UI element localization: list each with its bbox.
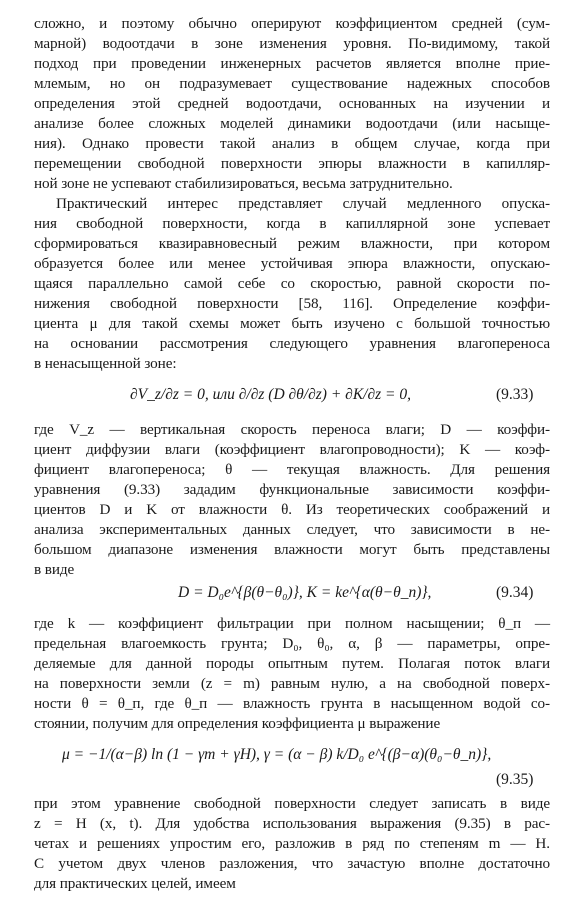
text-line: циент диффузии влаги (коэффициент влагопроводности); K — коэф- [34, 441, 550, 458]
text-line: щаяся параллельно самой себе со скоростью, равной скорости по- [34, 275, 550, 292]
text-line: предельная влагоемкость грунта; D₀, θ₀, α, β — параметры, опре- [34, 635, 550, 652]
text-line: стоянии, получим для определения коэффициента μ выражение [34, 715, 441, 732]
text-line: фициент влагопереноса; θ — текущая влажность. Для решения [34, 461, 550, 478]
text-line: определения этой средней водоотдачи, основанных на изучении и [34, 95, 550, 112]
equation-9-33: ∂V_z/∂z = 0, или ∂/∂z (D ∂θ/∂z) + ∂K/∂z = 0, [130, 386, 411, 403]
text-line: анализе более сложных моделей динамики водоотдачи (или насыще- [34, 115, 550, 132]
text-line: С учетом двух членов разложения, что зачастую вполне достаточно [34, 855, 550, 872]
text-line: сложно, и поэтому обычно оперируют коэффициентом средней (сум- [34, 15, 550, 32]
text-line: деляемые для данной породы опытным путем. Полагая поток влаги [34, 655, 550, 672]
text-line: четах и решениях упростим его, разложив в ряд по степеням m — H. [34, 835, 550, 852]
text-line: на поверхности земли (z = m) равным нулю, а на свободной поверх- [34, 675, 550, 692]
equation-number: (9.33) [496, 386, 534, 403]
text-line: z = H (x, t). Для удобства использования выражения (9.35) в рас- [34, 815, 550, 832]
equation-9-34: D = D₀e^{β(θ−θ₀)}, K = ke^{α(θ−θ_п)}, [178, 584, 432, 601]
text-line: где V_z — вертикальная скорость переноса влаги; D — коэффи- [34, 421, 550, 438]
text-line: млемым, но он подразумевает существование надежных способов [34, 75, 550, 92]
text-line: в виде [34, 561, 75, 578]
equation-9-35: μ = −1/(α−β) ln (1 − γm + γH), γ = (α − β) k/D₀ e^{(β−α)(θ₀−θ_п)}, [62, 746, 492, 763]
text-line: уравнения (9.33) зададим функциональные зависимости коэффи- [34, 481, 550, 498]
text-line: марной) водоотдачи в зоне изменения уровня. По-видимому, такой [34, 35, 550, 52]
equation-number: (9.35) [496, 771, 534, 788]
text-line: циентов D и K от влажности θ. Из теоретических соображений и [34, 501, 550, 518]
text-line: сформироваться квазиравновесный режим влажности, при котором [34, 235, 550, 252]
text-line: где k — коэффициент фильтрации при полном насыщении; θ_п — [34, 615, 550, 632]
text-line: большом диапазоне изменения влажности могут быть представлены [34, 541, 550, 558]
text-line: нижения свободной поверхности [58, 116]. Определение коэффи- [34, 295, 550, 312]
text-line: перемещении свободной поверхности эпюры влажности в капилляр- [34, 155, 550, 172]
text-line: для практических целей, имеем [34, 875, 236, 892]
text-line: ной зоне не успевают стабилизироваться, весьма затруднительно. [34, 175, 453, 192]
text-line: в ненасыщенной зоне: [34, 355, 177, 372]
text-line: Практический интерес представляет случай медленного опуска- [56, 195, 550, 212]
text-line: ния). Однако провести такой анализ в общем случае, когда при [34, 135, 550, 152]
text-line: анализа экспериментальных данных следует, что зависимости в не- [34, 521, 550, 538]
text-line: подход при проведении инженерных расчетов является вполне прие- [34, 55, 550, 72]
text-line: на основании рассмотрения следующего уравнения влагопереноса [34, 335, 550, 352]
equation-number: (9.34) [496, 584, 534, 601]
text-line: при этом уравнение свободной поверхности следует записать в виде [34, 795, 550, 812]
text-line: ности θ = θ_п, где θ_п — влажность грунта в насыщенном водой со- [34, 695, 550, 712]
text-line: ния свободной поверхности, когда в капиллярной зоне успевает [34, 215, 550, 232]
text-line: циента μ для такой схемы может быть изучено с большой точностью [34, 315, 550, 332]
text-line: образуется более или менее устойчивая эпюра влажности, опускаю- [34, 255, 550, 272]
